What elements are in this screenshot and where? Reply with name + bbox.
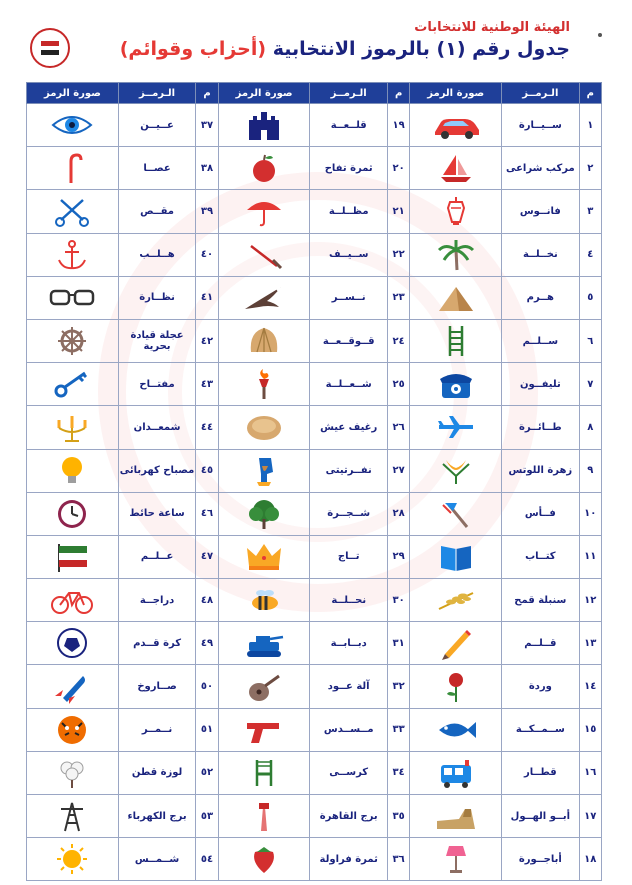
symbol-name: تــاج [310, 535, 387, 578]
table-row [27, 579, 602, 622]
col-header-picture: صورة الرمز [218, 83, 310, 104]
symbol-picture [218, 104, 310, 147]
bee-icon [237, 583, 291, 617]
symbol-picture [27, 708, 119, 751]
ladder-icon [429, 324, 483, 358]
sphinx-icon [429, 799, 483, 833]
symbol-number: ٣٨ [196, 147, 218, 190]
table-row [27, 190, 602, 233]
symbol-name: تليفــون [502, 363, 579, 406]
symbol-name: عــيــن [118, 104, 195, 147]
table-row [27, 319, 602, 362]
wall-clock-icon [45, 497, 99, 531]
power-tower-icon [45, 799, 99, 833]
symbol-name: نظــارة [118, 276, 195, 319]
lamp-icon [429, 842, 483, 876]
symbol-number: ٢٧ [387, 449, 409, 492]
apple-icon [237, 151, 291, 185]
symbol-name: قــوقــعــة [310, 319, 387, 362]
table-row [27, 665, 602, 708]
symbol-name: قلــعــة [310, 104, 387, 147]
book-icon [429, 540, 483, 574]
symbol-number: ٢٠ [387, 147, 409, 190]
col-header-name: الـرمــز [502, 83, 579, 104]
symbol-picture [218, 665, 310, 708]
flag-icon [45, 540, 99, 574]
symbol-number: ١٥ [579, 708, 601, 751]
key-icon [45, 367, 99, 401]
symbol-name: شــعــلــة [310, 363, 387, 406]
bicycle-icon [45, 583, 99, 617]
symbol-picture [218, 190, 310, 233]
symbol-number: ٩ [579, 449, 601, 492]
symbol-name: شمعــدان [118, 406, 195, 449]
symbol-name: آلة عــود [310, 665, 387, 708]
symbol-name: ثمرة فراولة [310, 838, 387, 881]
symbol-number: ٢٣ [387, 276, 409, 319]
symbol-name: طــائــرة [502, 406, 579, 449]
symbol-picture [218, 838, 310, 881]
eagle-icon [237, 281, 291, 315]
wheat-icon [429, 583, 483, 617]
symbol-number: ٣١ [387, 622, 409, 665]
symbol-number: ٢٤ [387, 319, 409, 362]
symbol-picture [218, 492, 310, 535]
symbol-picture [27, 406, 119, 449]
symbol-name: دراجــة [118, 579, 195, 622]
symbol-name: رغيف عيش [310, 406, 387, 449]
symbol-number: ١٣ [579, 622, 601, 665]
col-header-num: م [579, 83, 601, 104]
eye-icon [45, 108, 99, 142]
symbol-number: ١٠ [579, 492, 601, 535]
symbol-name: نخــلــة [502, 233, 579, 276]
table-row [27, 363, 602, 406]
symbol-picture [410, 406, 502, 449]
table-row [27, 104, 602, 147]
symbol-picture [218, 708, 310, 751]
symbol-number: ٥٠ [196, 665, 218, 708]
table-row [27, 708, 602, 751]
symbol-number: ٣ [579, 190, 601, 233]
symbol-picture [410, 104, 502, 147]
symbol-name: مفتــاح [118, 363, 195, 406]
symbol-name: ثمرة تفاح [310, 147, 387, 190]
symbol-picture [410, 751, 502, 794]
symbol-name: وردة [502, 665, 579, 708]
table-row [27, 276, 602, 319]
symbol-number: ٤١ [196, 276, 218, 319]
symbol-name: برج القاهرة [310, 795, 387, 838]
symbol-name: ســيــارة [502, 104, 579, 147]
table-header-row [27, 83, 602, 104]
symbol-number: ٥٤ [196, 838, 218, 881]
table-row [27, 751, 602, 794]
symbol-picture [410, 622, 502, 665]
ship-wheel-icon [45, 324, 99, 358]
pistol-icon [237, 713, 291, 747]
symbol-number: ٤٥ [196, 449, 218, 492]
pencil-icon [429, 626, 483, 660]
table-row [27, 449, 602, 492]
symbol-name: قطــار [502, 751, 579, 794]
symbol-number: ٦ [579, 319, 601, 362]
symbol-picture [218, 147, 310, 190]
car-icon [429, 108, 483, 142]
tank-icon [237, 626, 291, 660]
symbol-name: عجلة قيادة بحرية [118, 319, 195, 362]
football-icon [45, 626, 99, 660]
symbol-picture [410, 190, 502, 233]
cairo-tower-icon [237, 799, 291, 833]
lotus-icon [429, 454, 483, 488]
symbol-number: ٤ [579, 233, 601, 276]
glasses-icon [45, 281, 99, 315]
symbol-name: لوزة قطن [118, 751, 195, 794]
scissors-icon [45, 194, 99, 228]
symbol-name: ســيــف [310, 233, 387, 276]
table-row [27, 147, 602, 190]
telephone-icon [429, 367, 483, 401]
title-subtitle: (أحزاب وقوائم) [119, 38, 267, 60]
symbol-number: ٤٠ [196, 233, 218, 276]
title-main: جدول رقم (١) بالرموز الانتخابية [272, 38, 570, 60]
symbol-number: ٣٠ [387, 579, 409, 622]
symbol-number: ٢٨ [387, 492, 409, 535]
symbol-number: ٤٢ [196, 319, 218, 362]
airplane-icon [429, 410, 483, 444]
strawberry-icon [237, 842, 291, 876]
col-header-picture: صورة الرمز [27, 83, 119, 104]
symbol-name: برج الكهرباء [118, 795, 195, 838]
castle-icon [237, 108, 291, 142]
chair-icon [237, 756, 291, 790]
symbol-number: ٥١ [196, 708, 218, 751]
rocket-icon [45, 670, 99, 704]
axe-icon [429, 497, 483, 531]
tiger-icon [45, 713, 99, 747]
shell-icon [237, 324, 291, 358]
symbol-picture [410, 276, 502, 319]
symbol-picture [218, 751, 310, 794]
symbol-picture [27, 363, 119, 406]
symbol-name: مركب شراعى [502, 147, 579, 190]
symbol-picture [218, 319, 310, 362]
symbol-name: كتــاب [502, 535, 579, 578]
symbol-name: شــجــرة [310, 492, 387, 535]
anchor-icon [45, 238, 99, 272]
symbol-picture [218, 795, 310, 838]
symbol-number: ٥٣ [196, 795, 218, 838]
nefertiti-icon [237, 454, 291, 488]
table-row [27, 838, 602, 881]
symbol-picture [27, 622, 119, 665]
umbrella-icon [237, 194, 291, 228]
symbol-number: ١٦ [579, 751, 601, 794]
symbol-name: ساعة حائط [118, 492, 195, 535]
table-row [27, 233, 602, 276]
symbol-name: زهرة اللوتس [502, 449, 579, 492]
col-header-num: م [387, 83, 409, 104]
symbol-picture [27, 276, 119, 319]
symbol-name: سنبلة قمح [502, 579, 579, 622]
symbol-picture [27, 449, 119, 492]
table-row [27, 492, 602, 535]
symbol-name: صــاروخ [118, 665, 195, 708]
symbol-picture [410, 708, 502, 751]
symbol-number: ٢٦ [387, 406, 409, 449]
symbol-name: نفــرتيتى [310, 449, 387, 492]
symbol-picture [218, 535, 310, 578]
symbol-number: ٤٦ [196, 492, 218, 535]
page-title [120, 38, 570, 60]
symbol-number: ٤٤ [196, 406, 218, 449]
symbol-picture [27, 751, 119, 794]
symbol-name: شــمــس [118, 838, 195, 881]
symbol-name: مقــص [118, 190, 195, 233]
symbol-number: ٤٧ [196, 535, 218, 578]
col-header-picture: صورة الرمز [410, 83, 502, 104]
symbol-picture [218, 406, 310, 449]
symbol-number: ٥ [579, 276, 601, 319]
symbol-picture [410, 579, 502, 622]
sun-icon [45, 842, 99, 876]
symbol-picture [410, 535, 502, 578]
symbol-number: ١٧ [579, 795, 601, 838]
symbol-number: ٤٩ [196, 622, 218, 665]
table-row [27, 535, 602, 578]
symbol-name: نــمــر [118, 708, 195, 751]
symbol-picture [27, 579, 119, 622]
table-row [27, 406, 602, 449]
symbol-name: دبــابــة [310, 622, 387, 665]
symbol-name: عصــا [118, 147, 195, 190]
symbol-number: ٢٩ [387, 535, 409, 578]
symbol-picture [27, 795, 119, 838]
page-header [0, 0, 632, 82]
col-header-name: الـرمــز [118, 83, 195, 104]
symbol-picture [410, 449, 502, 492]
symbol-name: هــرم [502, 276, 579, 319]
symbol-name: فــأس [502, 492, 579, 535]
symbol-number: ٢٥ [387, 363, 409, 406]
symbol-number: ٣٧ [196, 104, 218, 147]
palm-tree-icon [429, 238, 483, 272]
symbol-name: كرة قــدم [118, 622, 195, 665]
symbol-picture [218, 276, 310, 319]
symbol-name: أباجــورة [502, 838, 579, 881]
symbol-picture [27, 319, 119, 362]
symbol-name: نحــلــة [310, 579, 387, 622]
symbol-picture [218, 579, 310, 622]
symbol-name: ســمــكــة [502, 708, 579, 751]
symbol-picture [410, 363, 502, 406]
sailboat-icon [429, 151, 483, 185]
symbol-picture [218, 622, 310, 665]
crown-icon [237, 540, 291, 574]
cane-icon [45, 151, 99, 185]
symbol-picture [410, 233, 502, 276]
table-row [27, 795, 602, 838]
symbol-number: ٣٩ [196, 190, 218, 233]
symbol-picture [27, 838, 119, 881]
symbol-number: ٣٣ [387, 708, 409, 751]
table-row [27, 622, 602, 665]
symbol-number: ٧ [579, 363, 601, 406]
bread-icon [237, 410, 291, 444]
cotton-icon [45, 756, 99, 790]
symbol-number: ١٢ [579, 579, 601, 622]
symbol-number: ٥٢ [196, 751, 218, 794]
organization-name: الهيئة الوطنية للانتخابات [414, 20, 570, 35]
symbol-name: قــلــم [502, 622, 579, 665]
eagle-seal-icon [30, 28, 70, 68]
lantern-icon [429, 194, 483, 228]
col-header-num: م [196, 83, 218, 104]
train-icon [429, 756, 483, 790]
symbol-name: كرســى [310, 751, 387, 794]
symbol-picture [218, 363, 310, 406]
symbol-number: ٣٢ [387, 665, 409, 708]
symbol-name: أبــو الهــول [502, 795, 579, 838]
symbol-name: ســلــم [502, 319, 579, 362]
tree-icon [237, 497, 291, 531]
symbol-picture [410, 795, 502, 838]
symbol-number: ١٩ [387, 104, 409, 147]
symbol-picture [218, 233, 310, 276]
light-bulb-icon [45, 454, 99, 488]
symbol-name: عــلــم [118, 535, 195, 578]
sword-icon [237, 238, 291, 272]
symbol-number: ٢ [579, 147, 601, 190]
torch-icon [237, 367, 291, 401]
symbol-number: ٨ [579, 406, 601, 449]
rose-icon [429, 670, 483, 704]
symbol-number: ٤٨ [196, 579, 218, 622]
symbol-picture [410, 492, 502, 535]
symbol-picture [27, 665, 119, 708]
symbol-name: فانــوس [502, 190, 579, 233]
candlestick-icon [45, 410, 99, 444]
symbol-name: مــســدس [310, 708, 387, 751]
fish-icon [429, 713, 483, 747]
symbol-picture [27, 535, 119, 578]
oud-icon [237, 670, 291, 704]
symbol-number: ٣٤ [387, 751, 409, 794]
symbol-name: هــلــب [118, 233, 195, 276]
symbol-picture [27, 492, 119, 535]
col-header-name: الـرمــز [310, 83, 387, 104]
symbol-number: ٢١ [387, 190, 409, 233]
symbol-picture [27, 104, 119, 147]
symbol-picture [410, 319, 502, 362]
symbol-number: ١٨ [579, 838, 601, 881]
symbol-picture [218, 449, 310, 492]
symbol-number: ٣٥ [387, 795, 409, 838]
pyramid-icon [429, 281, 483, 315]
symbol-name: مصباح كهربائى [118, 449, 195, 492]
symbol-number: ١٤ [579, 665, 601, 708]
symbol-number: ٤٣ [196, 363, 218, 406]
symbol-picture [410, 665, 502, 708]
symbol-name: نــســر [310, 276, 387, 319]
symbol-picture [410, 838, 502, 881]
symbol-number: ٢٢ [387, 233, 409, 276]
symbol-number: ٣٦ [387, 838, 409, 881]
symbol-number: ١١ [579, 535, 601, 578]
symbol-number: ١ [579, 104, 601, 147]
symbol-picture [27, 190, 119, 233]
symbols-table [26, 82, 602, 881]
symbol-picture [410, 147, 502, 190]
symbol-picture [27, 233, 119, 276]
symbol-picture [27, 147, 119, 190]
symbol-name: مظــلــة [310, 190, 387, 233]
